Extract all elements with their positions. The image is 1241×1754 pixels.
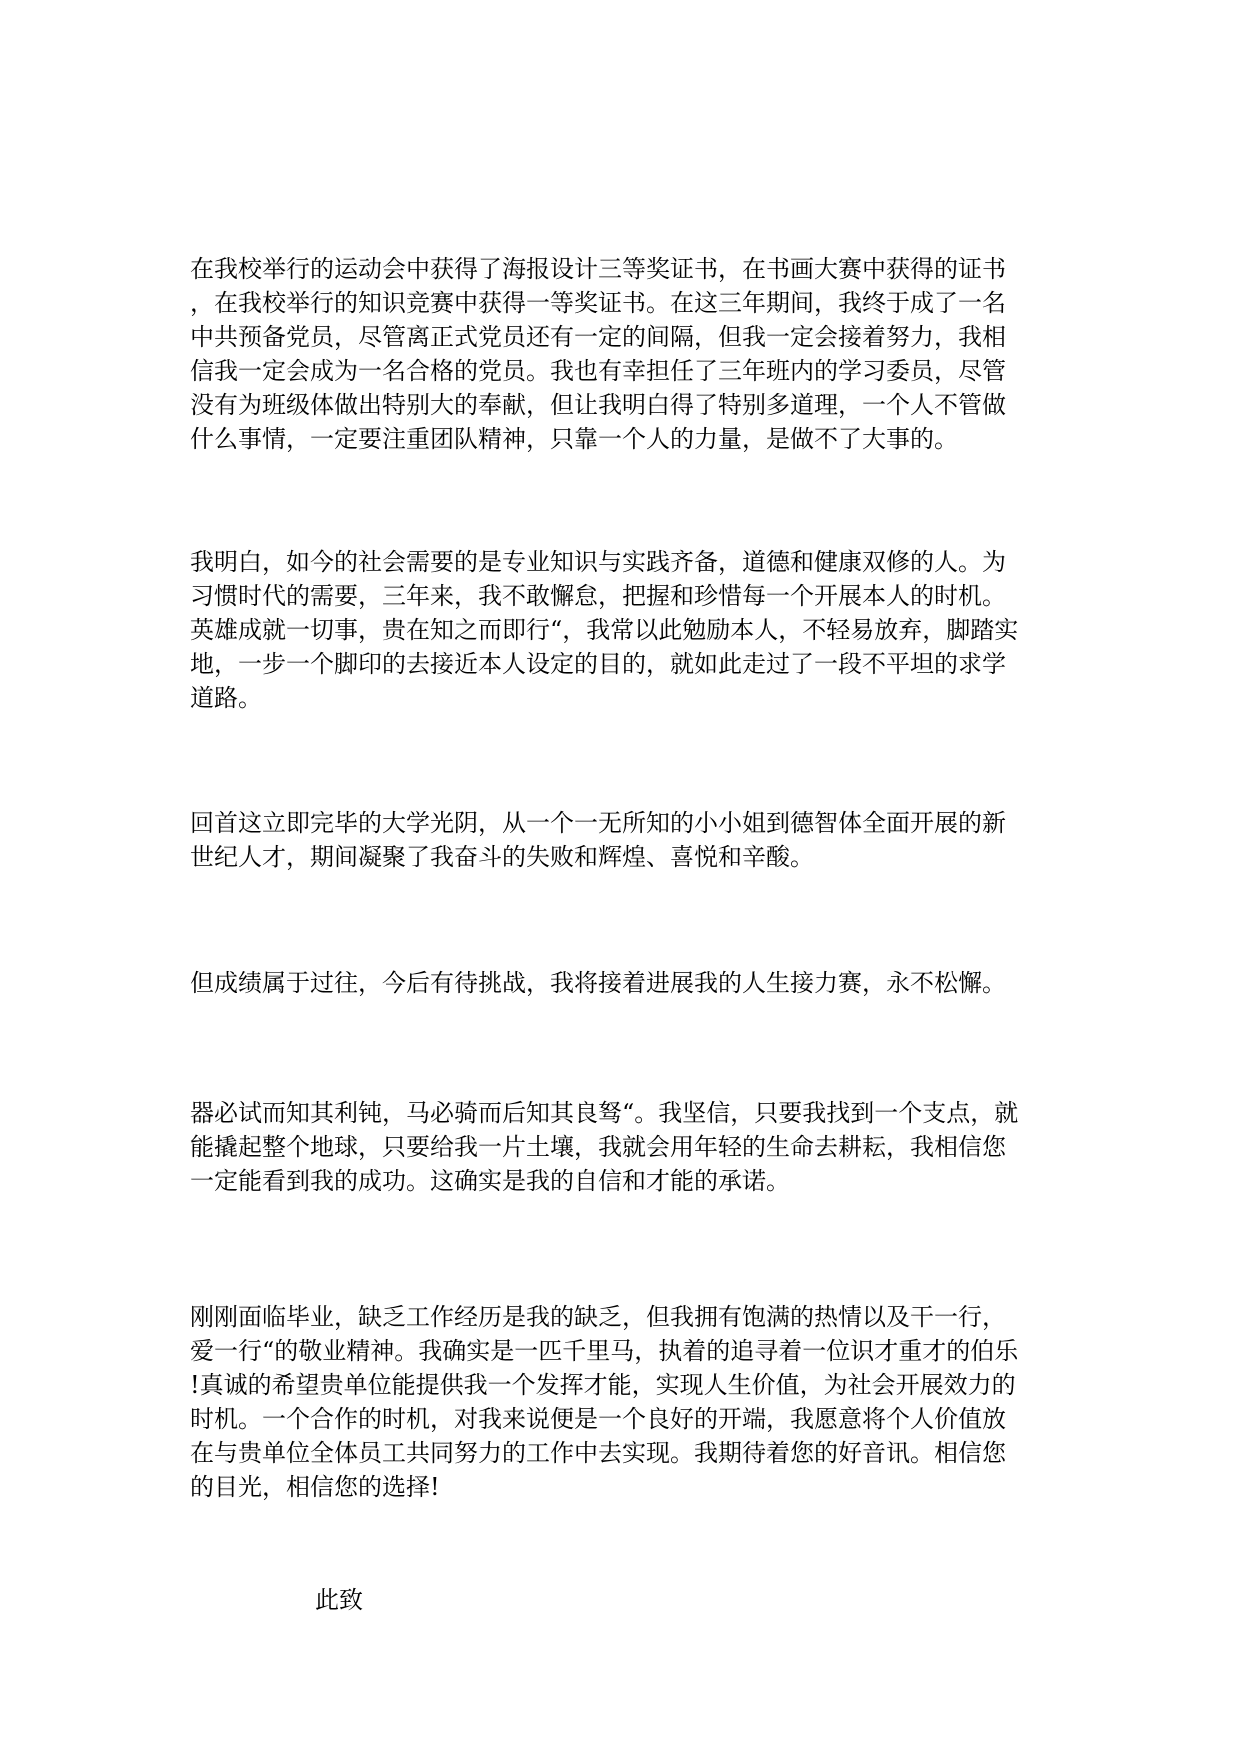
text-line: 没有为班级体做出特别大的奉献，但让我明白得了特别多道理，一个人不管做 xyxy=(190,391,1006,419)
text-line: 时机。一个合作的时机，对我来说便是一个良好的开端，我愿意将个人价值放 xyxy=(190,1405,1006,1433)
text-line: 我明白，如今的社会需要的是专业知识与实践齐备，道德和健康双修的人。为 xyxy=(190,548,1006,576)
paragraph-society-needs xyxy=(190,545,1050,715)
text-line: 中共预备党员，尽管离正式党员还有一定的间隔，但我一定会接着努力，我相 xyxy=(190,323,1006,351)
text-line: 习惯时代的需要，三年来，我不敢懈怠，把握和珍惜每一个开展本人的时机。 xyxy=(190,582,1006,610)
text-line: 在与贵单位全体员工共同努力的工作中去实现。我期待着您的好音讯。相信您 xyxy=(190,1439,1006,1467)
text-line: 器必试而知其利钝，马必骑而后知其良驽“。我坚信，只要我找到一个支点，就 xyxy=(190,1099,1019,1127)
text-line: 在我校举行的运动会中获得了海报设计三等奖证书，在书画大赛中获得的证书 xyxy=(190,255,1006,283)
text-line: 世纪人才，期间凝聚了我奋斗的失败和辉煌、喜悦和辛酸。 xyxy=(190,843,814,871)
text-line: 能撬起整个地球，只要给我一片土壤，我就会用年轻的生命去耕耘，我相信您 xyxy=(190,1133,1006,1161)
text-line: 什么事情，一定要注重团队精神，只靠一个人的力量，是做不了大事的。 xyxy=(190,425,958,453)
paragraph-looking-back xyxy=(190,806,1050,874)
text-line: 回首这立即完毕的大学光阴，从一个一无所知的小小姐到德智体全面开展的新 xyxy=(190,809,1006,837)
text-line: 信我一定会成为一名合格的党员。我也有幸担任了三年班内的学习委员，尽管 xyxy=(190,357,1006,385)
text-line: 的目光，相信您的选择! xyxy=(190,1473,440,1501)
text-line: 道路。 xyxy=(190,684,262,712)
text-line: !真诚的希望贵单位能提供我一个发挥才能，实现人生价值，为社会开展效力的 xyxy=(190,1371,1016,1399)
text-line: 但成绩属于过往，今后有待挑战，我将接着进展我的人生接力赛，永不松懈。 xyxy=(190,969,1006,997)
text-line: 地，一步一个脚印的去接近本人设定的目的，就如此走过了一段不平坦的求学 xyxy=(190,650,1006,678)
text-line: 刚刚面临毕业，缺乏工作经历是我的缺乏，但我拥有饱满的热情以及干一行， xyxy=(190,1303,1006,1331)
paragraph-awards xyxy=(190,252,1050,456)
text-line: 一定能看到我的成功。这确实是我的自信和才能的承诺。 xyxy=(190,1167,790,1195)
text-line: 英雄成就一切事，贵在知之而即行“，我常以此勉励本人，不轻易放弃，脚踏实 xyxy=(190,616,1019,644)
text-line: ，在我校举行的知识竞赛中获得一等奖证书。在这三年期间，我终于成了一名 xyxy=(190,289,1006,317)
paragraph-confidence xyxy=(190,1096,1050,1198)
closing-salutation: 此致 xyxy=(315,1586,363,1614)
paragraph-job-request xyxy=(190,1300,1050,1504)
text-line: 爱一行“的敬业精神。我确实是一匹千里马，执着的追寻着一位识才重才的伯乐 xyxy=(190,1337,1019,1365)
paragraph-future-challenge xyxy=(190,966,1050,1000)
